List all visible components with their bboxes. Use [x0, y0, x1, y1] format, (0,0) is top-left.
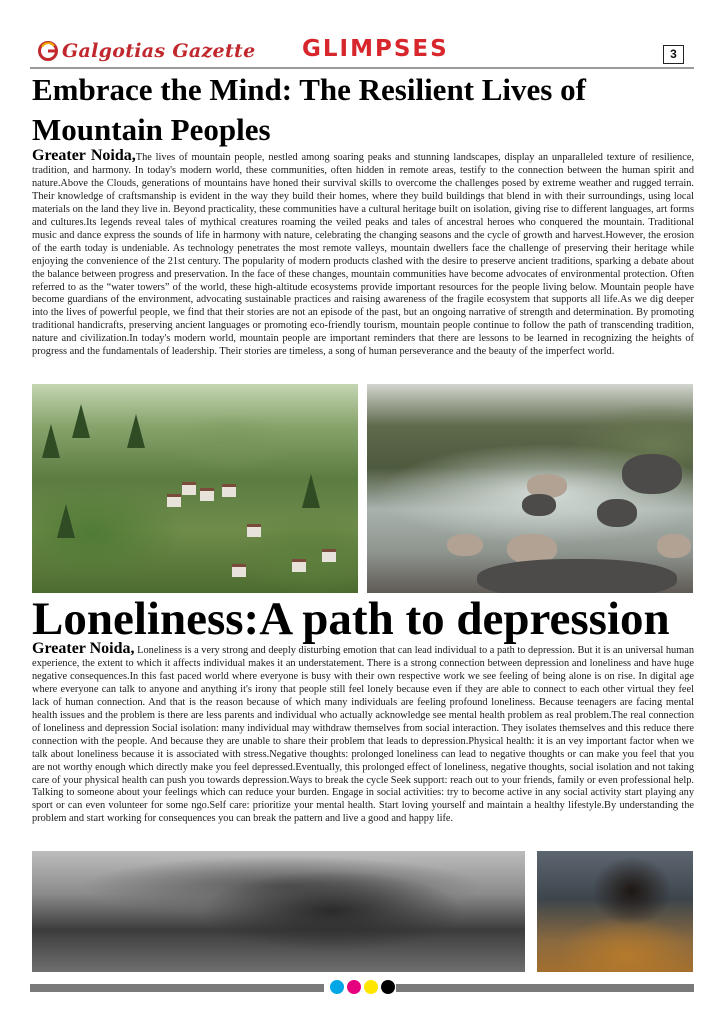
- publication-name: Galgotias Gazette: [62, 40, 256, 62]
- section-title: GLIMPSES: [302, 36, 449, 62]
- tree-shape: [302, 474, 320, 508]
- rock-shape: [657, 534, 691, 558]
- masthead-divider: [30, 67, 694, 69]
- yellow-registration-dot: [364, 980, 378, 994]
- footer-bar-right: [396, 984, 694, 992]
- article2-text: Loneliness is a very strong and deeply disturbing emotion that can lead individual to a path to depression. But it is an universal human experience, the extent to which it affects individual makes it an understatement. There is a strong connection between depression and loneliness and have huge negative consequences.In this fast paced world where everyone is busy with their own respective work we see feeling of being alone is on rise. In digital age where everyone can talk to anyone and anything it's irony that people still feel lonely because even if they are able to connect to each other virtual they feel lack of human connection. And that is the reason because of which many individuals are feeling profound loneliness. Because teenagers are facing mental health issues and the problem is there are less parents and individual who actually acknowledge see mental health problem as real problem.The real connection of loneliness and depression Social isolation: many individual may withdraw themselves from social interaction. They isolates themselves and this reduce there connection with the people. And because they are unable to share their problem that leads to depression.Physical health: it is an vey important factor when we talk about loneliness because it is associated with stress.Negative thoughts: prolonged loneliness can lead to negative thoughts or can make you feel that you are not worthy enough which directly make you feel depressed.Eventually, this prolonged effect of loneliness, negative thoughts, social isolation and not taking care of your physical health can push you towards depression.Ways to break the cycle Seek support: reach out to your friends, family or even professional help. Talking to someone about your feelings which can reduce your burden. Engage in social activities: try to become active in any social activity start playing any sport or can even volunteer for some ngo.Self care: prioritize your mental health. Start loving yourself and maintain a healthy lifestyle.By understanding the problem and start working for consequences you can break the pattern and live a good and happy life.: [32, 645, 694, 825]
- rock-shape: [477, 559, 677, 593]
- tree-shape: [72, 404, 90, 438]
- logo-g-icon: [38, 41, 58, 61]
- hut-shape: [232, 564, 246, 577]
- cyan-registration-dot: [330, 980, 344, 994]
- masthead: [30, 38, 694, 66]
- hut-shape: [292, 559, 306, 572]
- crying-girl-photo: [537, 851, 693, 972]
- hut-shape: [322, 549, 336, 562]
- tree-shape: [57, 504, 75, 538]
- article2-dateline: Greater Noida,: [32, 640, 135, 657]
- hut-shape: [222, 484, 236, 497]
- mountain-village-photo: [32, 384, 358, 593]
- rock-shape: [447, 534, 483, 556]
- footer-bar-left: [30, 984, 324, 992]
- article2-headline: Loneliness:A path to depression: [32, 593, 670, 645]
- article1-text: The lives of mountain people, nestled among soaring peaks and stunning landscapes, display an unparalleled texture of resilience, tradition, and harmony. In today's modern world, these communities, often hidden in remote areas, testify to the connection between the human spirit and nature.Above the Clouds, generations of mountains have honed their survival skills to overcome the challenges posed by extreme weather and rugged terrain. Their knowledge of craftsmanship is evident in the way they build their homes, where they build buildings that blend in with their surroundings, using local materials on the land they live in. Beyond practicality, these communities have a cultural heritage built on isolation, giving rise to different languages, art forms and cultures.Its legends reveal tales of mythical creatures roaming the veiled peaks and tales of ancestral heroes who conquered the mountain. Traditional music and dance express the sounds of life in harmony with nature, celebrating the changing seasons and the cycle of growth and harvest.However, the erosion of the earth today is undeniable. As technology penetrates the most remote valleys, mountain dwellers face the challenge of preserving their heritage while enjoying the convenience of the 21st century. The popularity of modern products clashed with the desire to preserve ancient traditions, sparking a debate about the balance between progress and preservation. In the face of these changes, mountain communities have become advocates of environmental protection. Often referred to as the “water towers” of the world, these high-altitude ecosystems provide important resources for the people living below. Mountain people have become guardians of the environment, advocating sustainable practices and raising awareness of the fragile ecosystem that supports all life.As we dig deeper into the lives of powerful people, we find that their stories are not an episode of the past, but an ongoing narrative of strength and determination. By promoting traditional handicrafts, preserving ancient languages or promoting eco-friendly tourism, mountain people continue to follow the path of transcending tradition, nature and civilization.In today's modern world, mountain people are important reminders that there are lessons to be learned in recognizing the heights of progress and the fundamentals of leadership. Their stories are timeless, a song of human perseverance and the beauty of the imperfect world.: [32, 152, 694, 358]
- magenta-registration-dot: [347, 980, 361, 994]
- hut-shape: [167, 494, 181, 507]
- tree-shape: [42, 424, 60, 458]
- rock-shape: [622, 454, 682, 494]
- hut-shape: [247, 524, 261, 537]
- article1-body: [32, 147, 694, 359]
- sad-woman-photo: [32, 851, 525, 972]
- hut-shape: [182, 482, 196, 495]
- article2-body: [32, 640, 694, 826]
- black-registration-dot: [381, 980, 395, 994]
- hut-shape: [200, 488, 214, 501]
- rock-shape: [522, 494, 556, 516]
- publication-logo: [38, 40, 256, 62]
- mountain-river-photo: [367, 384, 693, 593]
- article1-headline: Embrace the Mind: The Resilient Lives of Mountain Peoples: [32, 72, 586, 147]
- page-number: 3: [663, 45, 684, 64]
- tree-shape: [127, 414, 145, 448]
- article1-dateline: Greater Noida,: [32, 147, 136, 164]
- rock-shape: [597, 499, 637, 527]
